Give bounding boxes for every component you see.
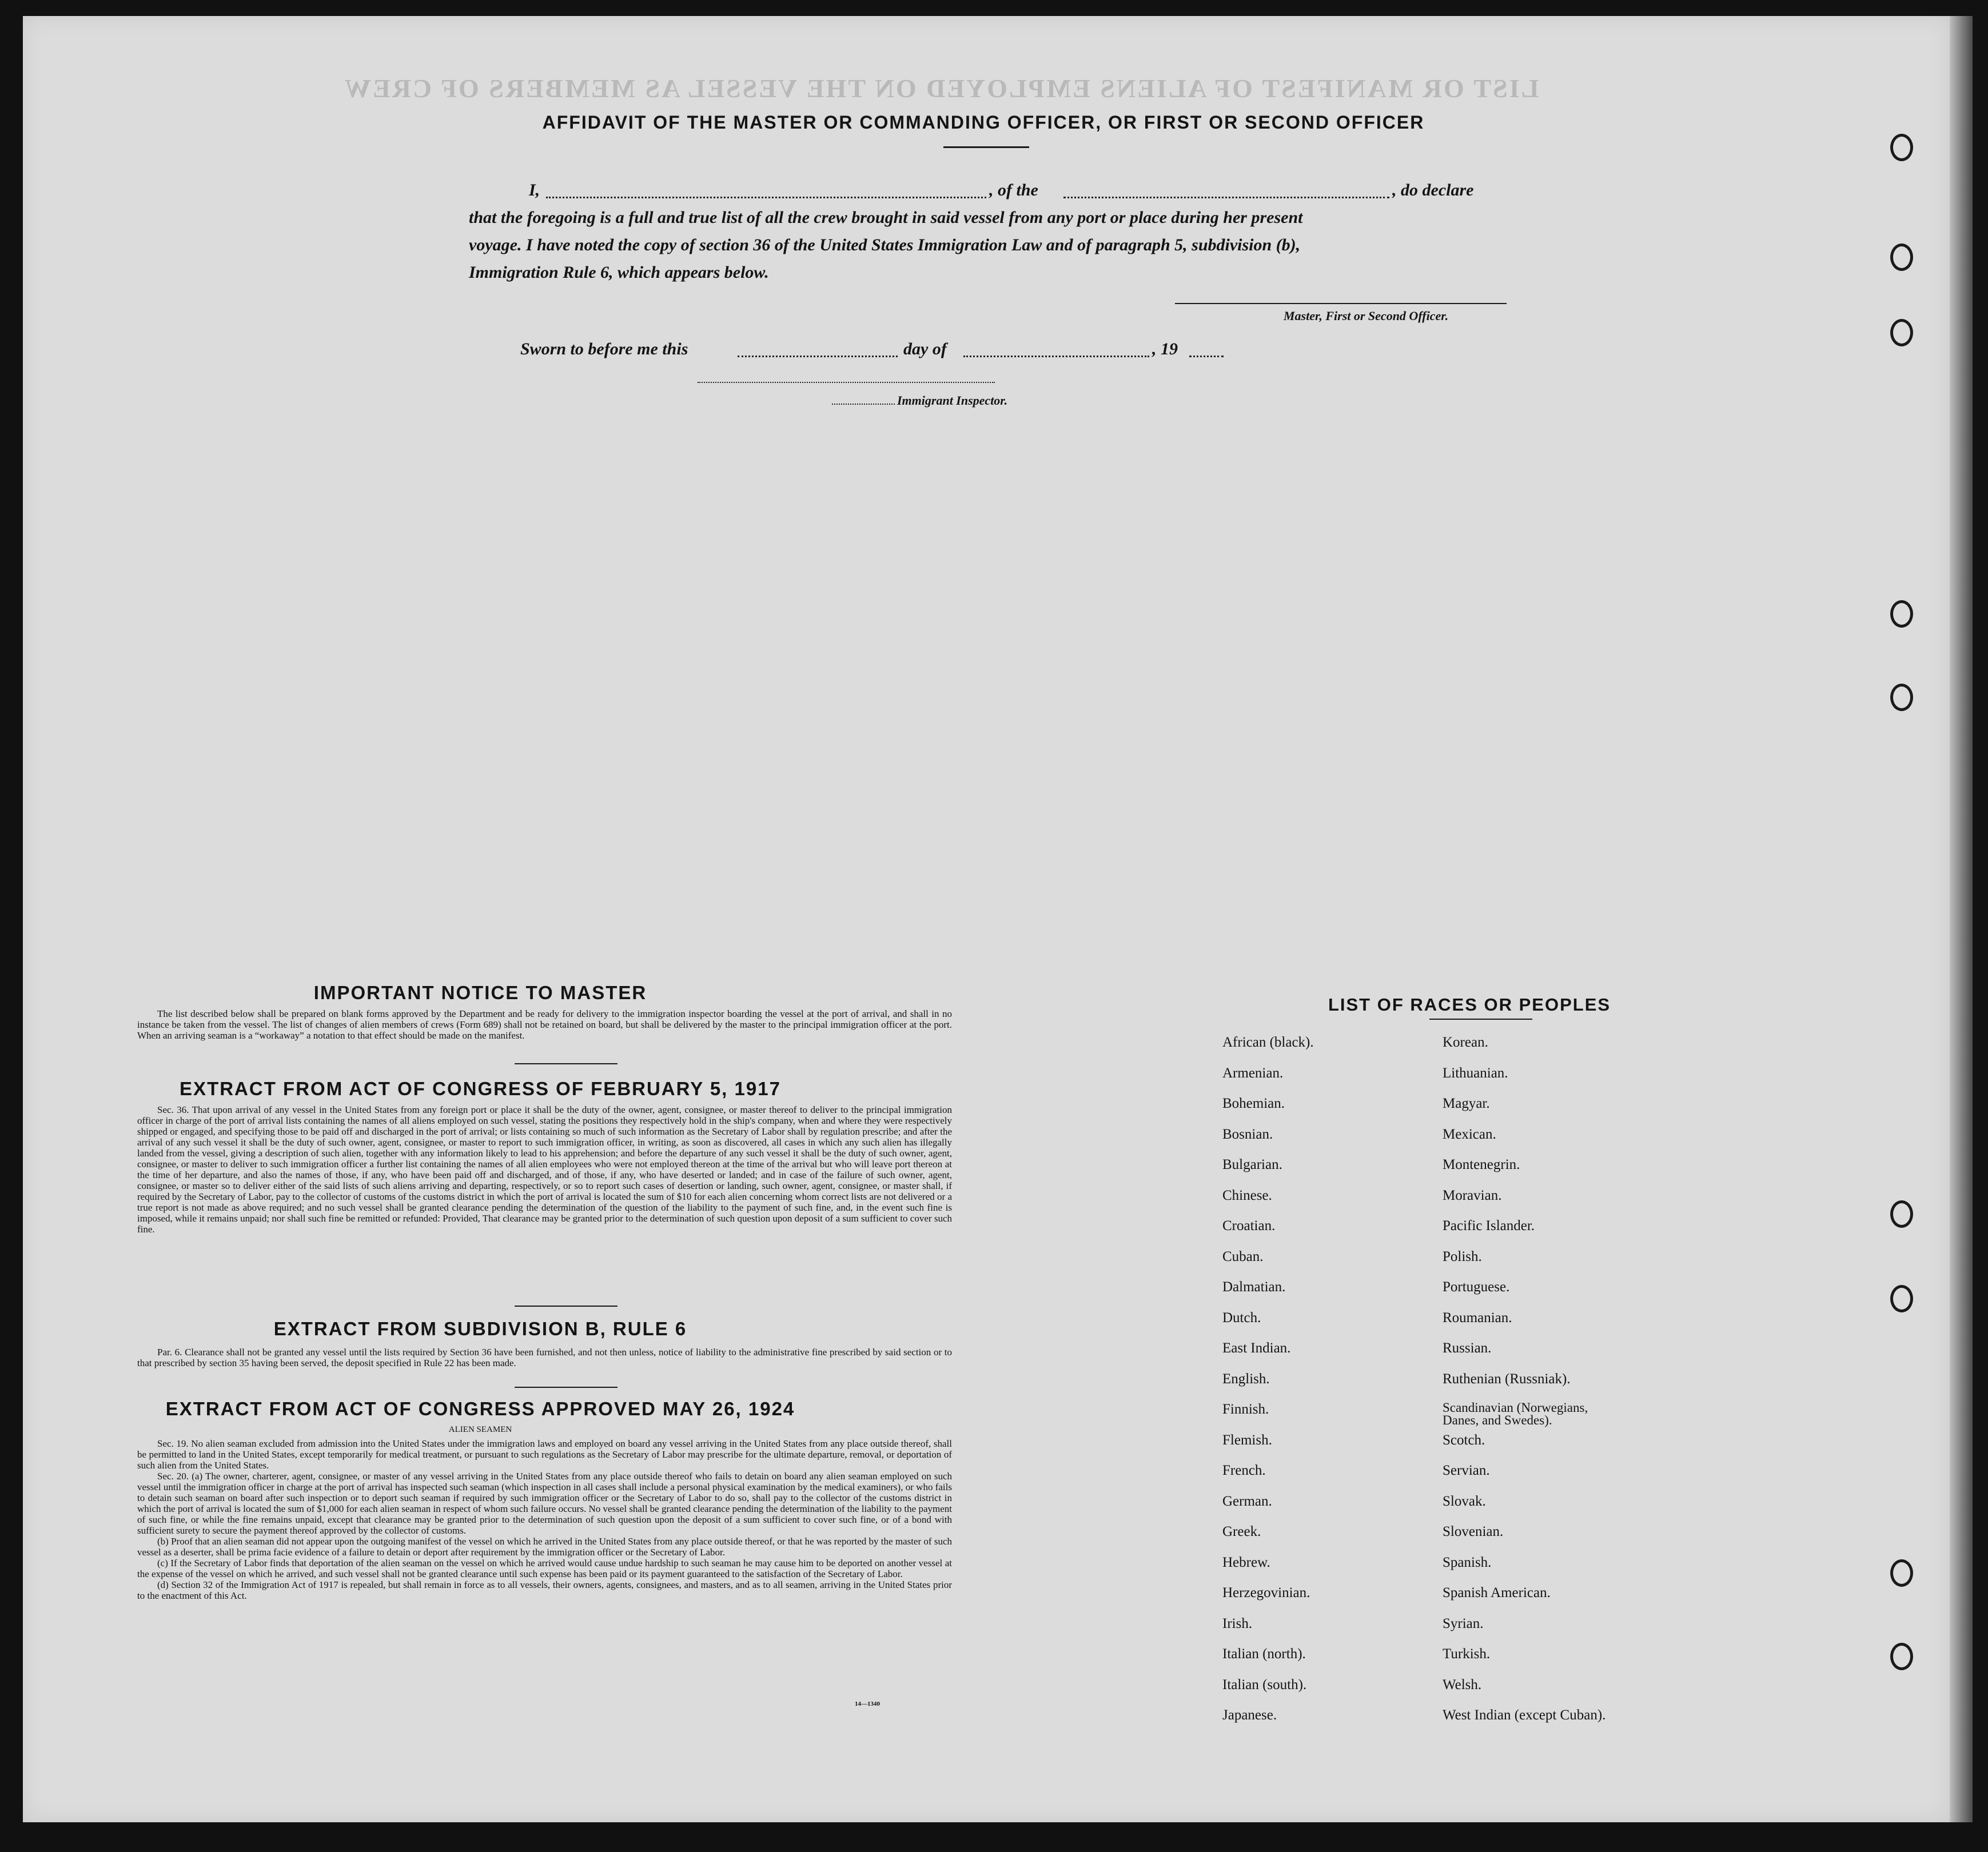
race-item: Dalmatian. — [1222, 1279, 1286, 1295]
race-item: Herzegovinian. — [1222, 1585, 1310, 1600]
race-item: Magyar. — [1443, 1096, 1490, 1111]
race-item: Roumanian. — [1443, 1310, 1512, 1326]
binder-hole-5 — [1890, 684, 1913, 711]
binder-hole-3 — [1890, 319, 1913, 346]
race-item: Armenian. — [1222, 1065, 1284, 1081]
race-item: Turkish. — [1443, 1646, 1491, 1662]
affidavit-of-the: , of the — [989, 181, 1038, 199]
affidavit-line2: that the foregoing is a full and true list of all the crew brought in said vessel from any port or place during her present — [469, 208, 1303, 227]
race-item: French. — [1222, 1463, 1266, 1478]
notice-body: The list described below shall be prepared on blank forms approved by the Department and be ready for delivery to the immigration inspector boarding the vessel at the port of arrival, and shall in no instance be taken from the vessel. The list of changes of alien members of crews (Form 689) shall not be retained on board, but shall be delivered by the master to the principal immigration officer at the port. When an arriving seaman is a “workaway” a notation to that effect should be made on the manifest. — [137, 1008, 952, 1041]
race-item: Spanish. — [1443, 1554, 1492, 1570]
notice-title: IMPORTANT NOTICE TO MASTER — [313, 982, 647, 1003]
race-item: Portuguese. — [1443, 1279, 1510, 1295]
affidavit-name-blank[interactable] — [546, 197, 986, 198]
extract-rule6-body: Par. 6. Clearance shall not be granted any vessel until the lists required by Section 36 have been furnished, and not then unless, notice of liability to the administrative fine prescribed by said section or to that prescribed by section 35 having been served, the deposit specified in Rule 22 has been made. — [137, 1347, 952, 1368]
race-item: Pacific Islander. — [1443, 1218, 1535, 1234]
race-item: Greek. — [1222, 1524, 1261, 1539]
affidavit-i: I, — [529, 181, 540, 199]
race-item: Russian. — [1443, 1340, 1492, 1356]
races-column-2 — [1443, 1035, 1706, 1738]
sec-20a: Sec. 20. (a) The owner, charterer, agent, consignee, or master of any vessel arriving in the United States from any place outside thereof who fails to detain on board any alien seaman employed on such vessel until the immigration officer in charge at the port of arrival has inspected such seaman (which inspection in all cases shall include a personal physical examination by the medical examiners), or who fails to detain such seaman on board after such inspection or to deport such seaman if required by such immigration officer or the Secretary of Labor to do so, shall pay to the collector of the customs district in which the port of arrival is located the sum of $1,000 for each alien seaman in respect of whom such failure occurs. No vessel shall be granted clearance pending the determination of the liability to the payment of such fine, or while the fine remains unpaid, except that clearance may be granted prior to the determination of such question upon the deposit of a sum sufficient to cover such fine, or of a bond with sufficient surety to secure the payment thereof approved by the collector of customs. — [137, 1471, 952, 1536]
master-signature-label: Master, First or Second Officer. — [1284, 309, 1449, 323]
race-item: Korean. — [1443, 1035, 1488, 1050]
extract-rule6-rule — [515, 1387, 617, 1388]
binder-hole-1 — [1890, 134, 1913, 161]
affidavit-line3: voyage. I have noted the copy of section 36 of the United States Immigration Law and of paragraph 5, subdivision (b), — [469, 236, 1301, 254]
form-sheet — [23, 16, 1950, 1822]
extract-1924-body — [137, 1438, 952, 1601]
sworn-line — [520, 340, 1264, 362]
extract-1917-body: Sec. 36. That upon arrival of any vessel in the United States from any foreign port or place it shall be the duty of the owner, agent, consignee, or master thereof to deliver to the principal immigration officer in charge of the port of arrival lists containing the names of all aliens employed on such vessel, stating the positions they respectively hold in the ship's company, when and where they were respectively shipped or engaged, and specifying those to be paid off and discharged in the port of arrival; or lists containing so much of such information as the Secretary of Labor shall by regulation prescribe; and after the arrival of any such vessel it shall be the duty of such owner, agent, consignee, or master to report to such immigration officer, in writing, as soon as discovered, all cases in which any such alien has illegally landed from the vessel, giving a description of such alien, together with any information likely to lead to his apprehension; and before the departure of any such vessel it shall be the duty of such owner, agent, consignee, or master to deliver to such immigration officer a further list containing the names of all alien employees who were not employed thereon at the time of the arrival but who will leave port thereon at the time of her departure, and also the names of those, if any, who have been paid off and discharged, and of those, if any, who have deserted or landed; and in case of the failure of such owner, agent, consignee, or master so to deliver either of the said lists of such aliens arriving and departing, respectively, or so to report such cases of desertion or landing, such owner, agent, consignee, or master shall, if required by the Secretary of Labor, pay to the collector of customs of the customs district in which the port of arrival is located the sum of $10 for each alien concerning whom correct lists are not delivered or a true report is not made as above required; and no such vessel shall be granted clearance pending the determination of the question of the liability to the payment of such fine, and, in the event such fine is imposed, while it remains unpaid; nor shall such fine be remitted or refunded: Provided, That clearance may be granted prior to the determination of such question upon deposit of a sum sufficient to cover such fine. — [137, 1104, 952, 1235]
bleed-through-header: LIST OR MANIFEST OF ALIENS EMPLOYED ON THE VESSEL AS MEMBERS OF CREW — [343, 74, 1539, 103]
races-column-1 — [1222, 1035, 1394, 1738]
sec-19: Sec. 19. No alien seaman excluded from admission into the United States under the immigration laws and employed on board any vessel arriving in the United States from any place outside thereof, shall be permitted to land in the United States, except temporarily for medical treatment, or pursuant to such regulations as the Secretary of Labor may prescribe for the ultimate departure, removal, or deportation of such alien from the United States. — [137, 1438, 952, 1471]
races-title-rule — [1429, 1019, 1532, 1020]
race-item: Flemish. — [1222, 1432, 1272, 1448]
extract-1917-rule — [515, 1306, 617, 1307]
race-item: Lithuanian. — [1443, 1065, 1508, 1081]
sworn-year-blank[interactable] — [1189, 356, 1224, 357]
binder-hole-4 — [1890, 600, 1913, 628]
sheet-edge — [1950, 16, 1973, 1822]
race-item: Italian (south). — [1222, 1677, 1307, 1693]
race-item: Ruthenian (Russniak). — [1443, 1371, 1571, 1387]
race-item: Montenegrin. — [1443, 1157, 1520, 1172]
affidavit-title-rule — [943, 146, 1029, 148]
sworn-day-of: day of — [903, 340, 947, 358]
affidavit-declare: , do declare — [1392, 181, 1474, 199]
race-item: English. — [1222, 1371, 1270, 1387]
race-item: Japanese. — [1222, 1707, 1277, 1723]
sec-20c: (c) If the Secretary of Labor finds that deportation of the alien seaman on the vessel on which he arrived would cause undue hardship to such seaman he may cause him to be deported on another vessel at the expense of the vessel on which he arrived, and such vessel shall not be granted clearance until such expense has been paid or its payment guaranteed to the satisfaction of the Secretary of Labor. — [137, 1558, 952, 1579]
inspector-label — [832, 393, 1007, 408]
race-item: Bohemian. — [1222, 1096, 1285, 1111]
race-item: Hebrew. — [1222, 1554, 1270, 1570]
sec-20d: (d) Section 32 of the Immigration Act of 1917 is repealed, but shall remain in force as to all vessels, their owners, agents, consignees, and masters, and as to all seamen, arriving in the United States prior to the enactment of this Act. — [137, 1579, 952, 1601]
extract-1924-subtitle: ALIEN SEAMEN — [448, 1425, 512, 1434]
binder-hole-9 — [1890, 1643, 1913, 1670]
race-item: Slovenian. — [1443, 1524, 1504, 1539]
race-item: Bosnian. — [1222, 1126, 1273, 1142]
binder-hole-6 — [1890, 1200, 1913, 1228]
sworn-month-blank[interactable] — [963, 356, 1149, 357]
race-item: Finnish. — [1222, 1402, 1269, 1417]
race-item: Irish. — [1222, 1615, 1253, 1631]
affidavit-vessel-blank[interactable] — [1063, 197, 1389, 198]
sworn-prefix: Sworn to before me this — [520, 340, 688, 358]
race-item: Slovak. — [1443, 1493, 1486, 1509]
race-item: Moravian. — [1443, 1187, 1502, 1203]
race-item: Syrian. — [1443, 1615, 1484, 1631]
race-item: Scotch. — [1443, 1432, 1485, 1448]
inspector-label-text: Immigrant Inspector. — [897, 393, 1008, 408]
race-item: Italian (north). — [1222, 1646, 1306, 1662]
race-item: East Indian. — [1222, 1340, 1291, 1356]
race-item: Scandinavian (Norwegians, Danes, and Swedes). — [1443, 1400, 1588, 1427]
extract-1917-title: EXTRACT FROM ACT OF CONGRESS OF FEBRUARY 5, 1917 — [180, 1078, 781, 1099]
extract-rule6-title: EXTRACT FROM SUBDIVISION B, RULE 6 — [273, 1318, 687, 1339]
binder-hole-8 — [1890, 1559, 1913, 1587]
race-item: Servian. — [1443, 1463, 1490, 1478]
affidavit-line1 — [529, 181, 1564, 203]
sec-20b: (b) Proof that an alien seaman did not appear upon the outgoing manifest of the vessel on which he arrived in the United States from any place outside thereof, or that he was reported by the master of such vessel as a deserter, shall be prima facie evidence of a failure to detain or deport after requirement by the immigration officer or the Secretary of Labor. — [137, 1536, 952, 1558]
races-title: LIST OF RACES OR PEOPLES — [1328, 995, 1611, 1015]
race-item: Bulgarian. — [1222, 1157, 1282, 1172]
sworn-day-blank[interactable] — [738, 356, 898, 357]
master-signature-line[interactable] — [1175, 303, 1507, 304]
race-item: German. — [1222, 1493, 1272, 1509]
binder-hole-7 — [1890, 1285, 1913, 1312]
affidavit-line4: Immigration Rule 6, which appears below. — [469, 263, 769, 282]
race-item: Dutch. — [1222, 1310, 1261, 1326]
race-item: Polish. — [1443, 1248, 1482, 1264]
affidavit-title: AFFIDAVIT OF THE MASTER OR COMMANDING OFFICER, OR FIRST OR SECOND OFFICER — [542, 112, 1425, 133]
sworn-year: , 19 — [1152, 340, 1178, 358]
race-item: Cuban. — [1222, 1248, 1264, 1264]
form-number: 14—1340 — [855, 1701, 880, 1707]
race-item: Welsh. — [1443, 1677, 1482, 1693]
extract-1924-title: EXTRACT FROM ACT OF CONGRESS APPROVED MAY 26, 1924 — [165, 1398, 795, 1419]
race-item: African (black). — [1222, 1035, 1314, 1050]
race-item: West Indian (except Cuban). — [1443, 1707, 1606, 1723]
binder-hole-2 — [1890, 244, 1913, 271]
inspector-signature-line[interactable] — [698, 382, 995, 383]
notice-rule — [515, 1063, 617, 1064]
race-item: Croatian. — [1222, 1218, 1276, 1234]
race-item: Chinese. — [1222, 1187, 1272, 1203]
race-item: Spanish American. — [1443, 1585, 1551, 1600]
race-item: Mexican. — [1443, 1126, 1496, 1142]
